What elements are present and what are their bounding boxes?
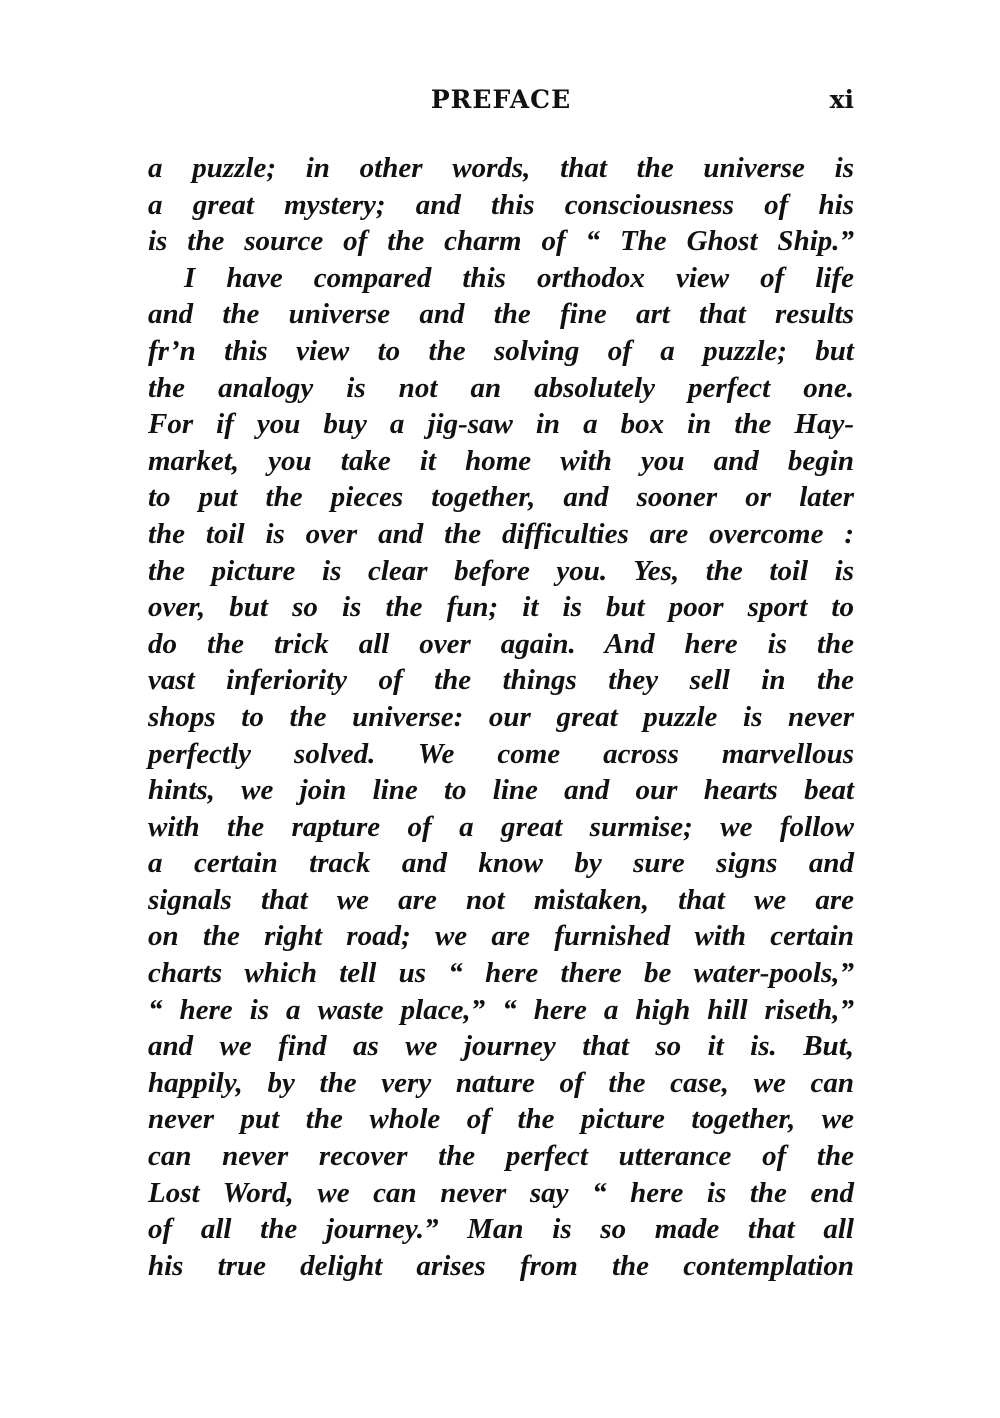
text-line: perfectly solved. We come across marvellous [148, 737, 854, 770]
text-line: Lost Word, we can never say “ here is the end [148, 1176, 854, 1209]
text-line: and we find as we journey that so it is. But, [148, 1030, 854, 1063]
running-title: PREFACE [430, 85, 572, 114]
text-line: hints, we join line to line and our hearts beat [148, 774, 854, 807]
text-line: a great mystery; and this consciousness of his [148, 188, 854, 221]
text-line: is the source of the charm of “ The Ghost Ship.” [148, 225, 854, 258]
text-line: and the universe and the fine art that results [148, 298, 854, 331]
text-line: never put the whole of the picture together, we [148, 1103, 854, 1136]
text-line: on the right road; we are furnished with certain [148, 920, 854, 953]
text-line: For if you buy a jig-saw in a box in the Hay- [148, 408, 854, 441]
page-header [148, 82, 854, 122]
text-line: charts which tell us “ here there be water-pools,” [148, 957, 854, 990]
text-line: with the rapture of a great surmise; we follow [148, 810, 854, 843]
text-line: market, you take it home with you and begin [148, 444, 854, 477]
text-line: a certain track and know by sure signs and [148, 847, 854, 880]
text-line: a puzzle; in other words, that the universe is [148, 152, 854, 184]
body-text [148, 150, 854, 1284]
text-line: happily, by the very nature of the case, we can [148, 1066, 854, 1099]
text-line: the toil is over and the difficulties are overcome : [148, 517, 854, 550]
text-line: do the trick all over again. And here is the [148, 627, 854, 660]
text-line: shops to the universe: our great puzzle is never [148, 700, 854, 733]
text-line: signals that we are not mistaken, that we are [148, 883, 854, 916]
text-line: of all the journey.” Man is so made that all [148, 1213, 854, 1246]
text-line: fr’n this view to the solving of a puzzle; but [148, 334, 854, 367]
text-line: over, but so is the fun; it is but poor sport to [148, 591, 854, 624]
text-line: vast inferiority of the things they sell in the [148, 664, 854, 697]
text-line: to put the pieces together, and sooner or later [148, 481, 854, 514]
text-line: the analogy is not an absolutely perfect one. [148, 371, 854, 404]
text-line: his true delight arises from the contemplation [148, 1249, 854, 1282]
text-line: “ here is a waste place,” “ here a high hill riseth,” [148, 993, 854, 1026]
page-number: xi [829, 85, 854, 114]
text-line: I have compared this orthodox view of life [184, 261, 854, 294]
text-line: the picture is clear before you. Yes, the toil is [148, 554, 854, 587]
text-line: can never recover the perfect utterance of the [148, 1140, 854, 1173]
